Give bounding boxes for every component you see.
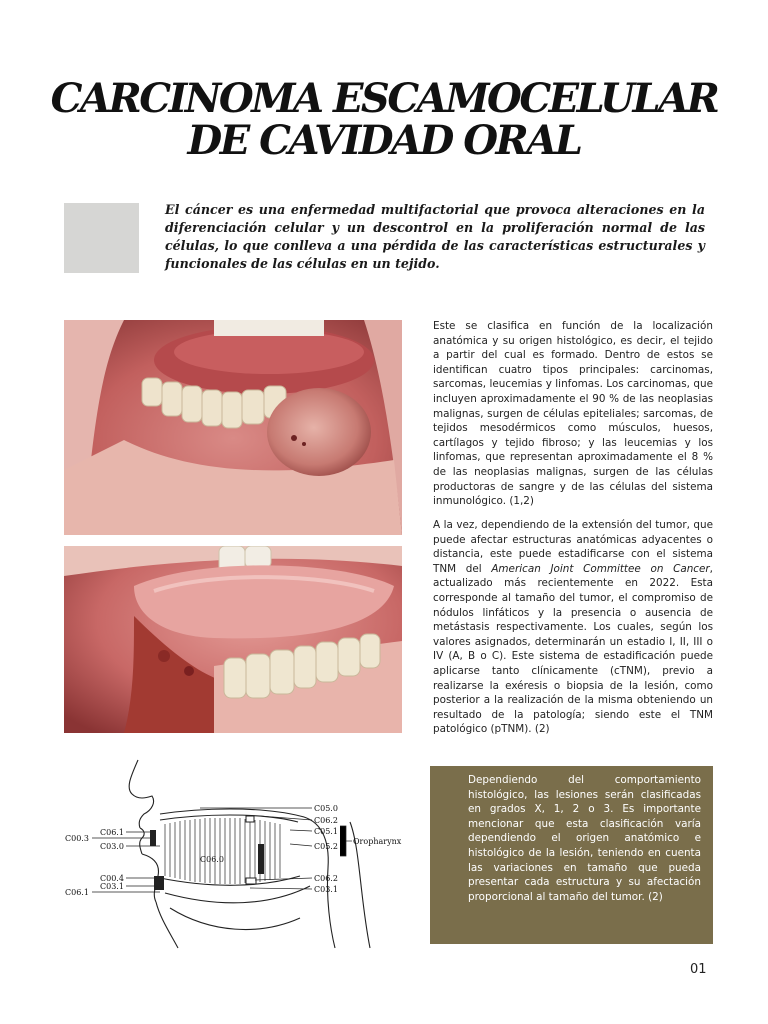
body-paragraph-1: Este se clasifica en función de la localización anatómica y su origen histológico, es decir, el tejido a partir del cual es formado. Dentro de estos se identifican cuatro tipos principales: carcinomas, sarcomas, leucemias y linfomas. Los carcinomas, que incluyen aproximadamente el 90 % de las neoplasias malignas, surgen de células epiteliales; sarcomas, de tejidos mesodérmicos como músculos, huesos, cartílagos y tejido fibroso; y las leucemias y los linfomas, que representan aproximadamente el 8 % de las neoplasias malignas, surgen de las células productoras de sangre y de las células del sistema inmunológico. (1,2) (433, 320, 713, 508)
label-c05-1: C05.1 (314, 827, 338, 836)
body-paragraph-2-italic: American Joint Committee on Cancer (491, 562, 710, 575)
page-number: 01 (690, 962, 707, 977)
title-line-1: CARCINOMA ESCAMOCELULAR (50, 75, 718, 122)
label-c03-0: C03.0 (100, 842, 124, 851)
label-c05-0: C05.0 (314, 804, 338, 813)
label-c03-1-right: C03.1 (314, 885, 338, 894)
body-paragraph-2-part-1: A la vez, dependiendo de la extensión del tumor, que puede afectar estructuras anatómicas adyacentes o distancia, este puede estadificarse con el sistema TNM del (433, 519, 713, 575)
label-oropharynx: Oropharynx (353, 837, 402, 846)
decorative-gray-box (64, 203, 139, 273)
body-paragraph-2 (433, 518, 713, 737)
body-paragraph-2-part-2: , actualizado más recientemente en 2022. Esta corresponde al tamaño del tumor, el compromiso de nódulos linfáticos y la presencia o ausencia de metástasis respectivamente. Los cuales, según los valores asignados, determinarán un estadio I, II, III o IV (A, B o C). Este sistema de estadificación puede aplicarse tanto clínicamente (cTNM), previo a realizarse la exéresis o biopsia de la lesión, como posterior a la realización de la misma obteniendo un resultado de la patología; siendo este el TNM patológico (pTNM). (2) (433, 562, 713, 736)
label-c05-2: C05.2 (314, 842, 338, 851)
highlight-box-text: Dependiendo del comportamiento histológico, las lesiones serán clasificadas en grados X, 1, 2 o 3. Es importante mencionar que esta clasificación varía dependiendo el origen anatómico e histológico de la lesión, teniendo en cuenta las variaciones en tamaño que pueda presentar cada estructura y su afectación proporcional al tamaño del tumor. (2) (468, 774, 701, 903)
clinical-photo-gingival-lesion (64, 320, 402, 535)
label-c00-3: C00.3 (65, 834, 89, 843)
label-c06-1-lower: C06.1 (65, 888, 89, 897)
clinical-photo-tongue-lesion (64, 546, 402, 733)
intro-paragraph: El cáncer es una enfermedad multifactorial que provoca alteraciones en la diferenciación celular y un descontrol en la proliferación normal de las células, lo que conlleva a una pérdida de las características estructurales y funcionales de las células en un tejido. (165, 202, 705, 271)
oral-cavity-icd-diagram (60, 758, 405, 950)
label-c06-0: C06.0 (200, 855, 224, 864)
label-c00-4: C00.4 (100, 874, 124, 883)
title-line-2: DE CAVIDAD ORAL (187, 117, 581, 164)
page-title (40, 75, 728, 164)
label-c06-1-upper: C06.1 (100, 828, 124, 837)
label-c06-2-lower: C06.2 (314, 874, 338, 883)
label-c06-2-upper: C06.2 (314, 816, 338, 825)
label-c03-1-left: C03.1 (100, 882, 124, 891)
highlight-box (430, 766, 713, 944)
